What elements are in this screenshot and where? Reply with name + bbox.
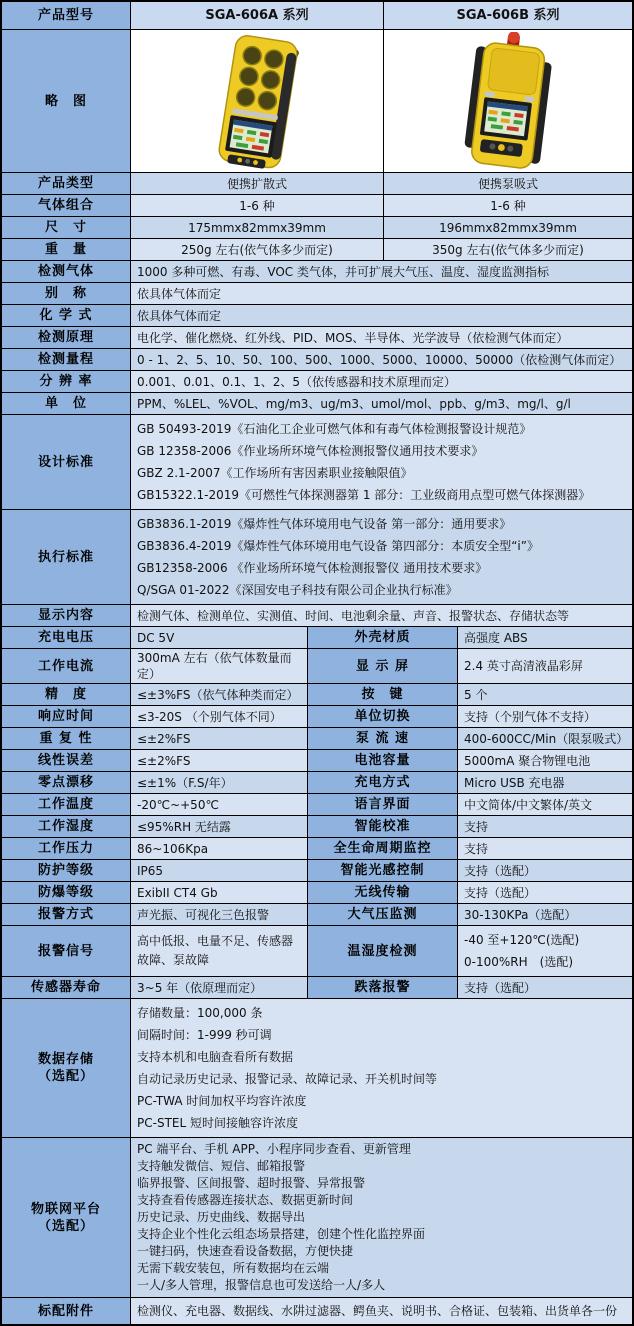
- iot-feature-line: 支持企业个性化云组态场景搭建，创建个性化监控界面: [137, 1227, 426, 1241]
- table-row: [2, 326, 632, 348]
- model-a-title: SGA-606A 系列: [130, 2, 383, 29]
- spec-value: 支持（选配）: [457, 977, 632, 998]
- standard-line: Q/SGA 01-2022《深国安电子科技有限公司企业执行标准》: [137, 583, 458, 597]
- spec-value: ≤±3%FS（依气体种类而定）: [130, 684, 307, 705]
- standard-line: GB15322.1-2019《可燃性气体探测器第 1 部分：工业级商用点型可燃气体探测器》: [137, 488, 591, 502]
- spec-label-line: （选配）: [37, 1218, 94, 1234]
- spec-label: 重 复 性: [2, 728, 130, 749]
- spec-value-a: 1-6 种: [130, 195, 383, 216]
- table-row: [2, 727, 632, 749]
- spec-value: 电化学、催化燃烧、红外线、PID、MOS、半导体、光学波导（依检测气体而定）: [130, 327, 632, 348]
- spec-value: 400-600CC/Min（限泵吸式）: [457, 728, 632, 749]
- table-row-design-standards: [2, 414, 632, 509]
- spec-label: 产品类型: [2, 173, 130, 194]
- table-row: [2, 903, 632, 925]
- table-row: [2, 815, 632, 837]
- datastore-list: [130, 999, 632, 1137]
- sketch-label: 略 图: [2, 30, 130, 172]
- spec-value-line: -40 至+120℃(选配): [464, 933, 580, 947]
- spec-value: 30-130KPa（选配）: [457, 904, 632, 925]
- spec-label: [2, 1138, 130, 1297]
- spec-value: Micro USB 充电器: [457, 772, 632, 793]
- spec-label: 线性误差: [2, 750, 130, 771]
- spec-value: ≤95%RH 无结露: [130, 816, 307, 837]
- spec-label: 工作温度: [2, 794, 130, 815]
- spec-label: 大气压监测: [307, 904, 457, 925]
- table-row: [2, 216, 632, 238]
- spec-value: 支持: [457, 816, 632, 837]
- spec-label: 充电电压: [2, 627, 130, 648]
- spec-label: 防爆等级: [2, 882, 130, 903]
- spec-label: 外壳材质: [307, 627, 457, 648]
- table-row: [2, 604, 632, 626]
- spec-value: -20℃~+50℃: [130, 794, 307, 815]
- table-row: [2, 705, 632, 727]
- datastore-line: 存储数量：100,000 条: [137, 1006, 263, 1020]
- spec-value: ≤±1%（F.S/年）: [130, 772, 307, 793]
- spec-label: 气体组合: [2, 195, 130, 216]
- spec-label: 单位切换: [307, 706, 457, 727]
- iot-feature-line: PC 端平台、手机 APP、小程序同步查看、更新管理: [137, 1142, 411, 1156]
- spec-label: 别 称: [2, 283, 130, 304]
- device-a-image: [130, 30, 383, 172]
- table-row: [2, 683, 632, 705]
- spec-label: 响应时间: [2, 706, 130, 727]
- iot-feature-line: 无需下载安装包，所有数据均在云端: [137, 1261, 330, 1275]
- table-row: [2, 793, 632, 815]
- spec-label: 工作湿度: [2, 816, 130, 837]
- standard-line: GB3836.1-2019《爆炸性气体环境用电气设备 第一部分：通用要求》: [137, 517, 512, 531]
- spec-label: 显示内容: [2, 605, 130, 626]
- table-row: [2, 348, 632, 370]
- spec-label: 充电方式: [307, 772, 457, 793]
- table-row-iot-platform: [2, 1137, 632, 1297]
- table-row: [2, 282, 632, 304]
- iot-feature-line: 临界报警、区间报警、超时报警、异常报警: [137, 1176, 366, 1190]
- spec-label: 分 辨 率: [2, 371, 130, 392]
- spec-value: PPM、%LEL、%VOL、mg/m3、ug/m3、umol/mol、ppb、g/m3、mg/l、g/l: [130, 393, 632, 414]
- spec-label: 设计标准: [2, 415, 130, 509]
- table-row: [2, 648, 632, 683]
- model-b-title: SGA-606B 系列: [383, 2, 632, 29]
- iot-feature-line: 一人/多人管理，报警信息也可发送给一人/多人: [137, 1278, 386, 1292]
- datastore-line: 间隔时间：1-999 秒可调: [137, 1028, 272, 1042]
- spec-label: 检测量程: [2, 349, 130, 370]
- spec-value-b: 便携泵吸式: [383, 173, 632, 194]
- datastore-line: 自动记录历史记录、报警记录、故障记录、开关机时间等: [137, 1072, 438, 1086]
- spec-value: ≤3-20S （个别气体不同）: [130, 706, 307, 727]
- spec-label: 传感器寿命: [2, 977, 130, 998]
- spec-label: 精 度: [2, 684, 130, 705]
- spec-value-a: 250g 左右(依气体多少而定): [130, 239, 383, 260]
- spec-value: 检测仪、充电器、数据线、水阱过滤器、鳄鱼夹、说明书、合格证、包装箱、出货单各一份: [130, 1298, 632, 1324]
- spec-value: 依具体气体而定: [130, 283, 632, 304]
- standard-line: GB 50493-2019《石油化工企业可燃气体和有毒气体检测报警设计规范》: [137, 422, 532, 436]
- table-row: [2, 881, 632, 903]
- table-row-sketch: [2, 29, 632, 172]
- spec-label: 泵 流 速: [307, 728, 457, 749]
- spec-value-a: 175mmx82mmx39mm: [130, 217, 383, 238]
- standard-line: GBZ 2.1-2007《工作场所有害因素职业接触限值》: [137, 466, 413, 480]
- table-row: [2, 859, 632, 881]
- exec-standards-list: [130, 510, 632, 604]
- spec-value: 1000 多种可燃、有毒、VOC 类气体，并可扩展大气压、温度、湿度监测指标: [130, 261, 632, 282]
- spec-value: 声光振、可视化三色报警: [130, 904, 307, 925]
- spec-label: 语言界面: [307, 794, 457, 815]
- spec-label: 检测气体: [2, 261, 130, 282]
- spec-label: 检测原理: [2, 327, 130, 348]
- standard-line: GB12358-2006 《作业场所环境气体检测报警仪 通用技术要求》: [137, 561, 488, 575]
- spec-value: 支持（个别气体不支持）: [457, 706, 632, 727]
- spec-value: 5000mA 聚合物锂电池: [457, 750, 632, 771]
- device-b-image: [383, 30, 632, 172]
- spec-label-line: （选配）: [37, 1069, 94, 1084]
- spec-label: 标配附件: [2, 1298, 130, 1324]
- spec-label: 显 示 屏: [307, 649, 457, 683]
- table-row: [2, 304, 632, 326]
- table-row-header: [2, 2, 632, 29]
- spec-value-a: 便携扩散式: [130, 173, 383, 194]
- iot-feature-line: 一键扫码，快速查看设备数据，方便快捷: [137, 1244, 354, 1258]
- spec-value: 依具体气体而定: [130, 305, 632, 326]
- spec-label: 按 键: [307, 684, 457, 705]
- spec-label: 工作压力: [2, 838, 130, 859]
- spec-label: 智能光感控制: [307, 860, 457, 881]
- table-row: [2, 194, 632, 216]
- spec-value-b: 196mmx82mmx39mm: [383, 217, 632, 238]
- table-row: [2, 771, 632, 793]
- spec-value: 86~106Kpa: [130, 838, 307, 859]
- spec-label-line: 数据存储: [37, 1052, 94, 1067]
- spec-label: [2, 999, 130, 1137]
- spec-value: 5 个: [457, 684, 632, 705]
- spec-value: 支持（选配）: [457, 860, 632, 881]
- table-row: [2, 392, 632, 414]
- iot-feature-list: [130, 1138, 632, 1297]
- spec-value: ExibII CT4 Gb: [130, 882, 307, 903]
- spec-value: IP65: [130, 860, 307, 881]
- table-row: [2, 976, 632, 998]
- spec-label: 全生命周期监控: [307, 838, 457, 859]
- spec-label: 报警信号: [2, 926, 130, 976]
- spec-value: ≤±2%FS: [130, 728, 307, 749]
- spec-label: 报警方式: [2, 904, 130, 925]
- spec-value: 高强度 ABS: [457, 627, 632, 648]
- datastore-line: PC-TWA 时间加权平均容许浓度: [137, 1094, 307, 1108]
- spec-value: 支持: [457, 838, 632, 859]
- spec-value: 0.001、0.01、0.1、1、2、5（依传感器和技术原理而定）: [130, 371, 632, 392]
- spec-label: 尺 寸: [2, 217, 130, 238]
- table-row: [2, 172, 632, 194]
- spec-value: ≤±2%FS: [130, 750, 307, 771]
- spec-label: 智能校准: [307, 816, 457, 837]
- spec-label: 跌落报警: [307, 977, 457, 998]
- table-row: [2, 260, 632, 282]
- spec-value: 支持（选配）: [457, 882, 632, 903]
- spec-label: 零点漂移: [2, 772, 130, 793]
- spec-label: 重 量: [2, 239, 130, 260]
- iot-feature-line: 支持触发微信、短信、邮箱报警: [137, 1159, 306, 1173]
- table-row: [2, 837, 632, 859]
- spec-label: 化 学 式: [2, 305, 130, 326]
- spec-label: 单 位: [2, 393, 130, 414]
- standard-line: GB3836.4-2019《爆炸性气体环境用电气设备 第四部分：本质安全型“i”》: [137, 539, 539, 553]
- spec-value: 2.4 英寸高清液晶彩屏: [457, 649, 632, 683]
- spec-label-line: 物联网平台: [30, 1201, 101, 1217]
- spec-label: 执行标准: [2, 510, 130, 604]
- spec-label: 无线传输: [307, 882, 457, 903]
- table-row-accessories: [2, 1297, 632, 1324]
- table-row: [2, 749, 632, 771]
- spec-value-b: 350g 左右(依气体多少而定): [383, 239, 632, 260]
- table-row-alarm-signal: [2, 925, 632, 976]
- datastore-line: 支持本机和电脑查看所有数据: [137, 1050, 294, 1064]
- table-row-datastore: [2, 998, 632, 1137]
- iot-feature-line: 历史记录、历史曲线、数据导出: [137, 1210, 306, 1224]
- table-row-exec-standards: [2, 509, 632, 604]
- iot-feature-line: 支持查看传感器连接状态、数据更新时间: [137, 1193, 354, 1207]
- table-row: [2, 626, 632, 648]
- spec-value-b: 1-6 种: [383, 195, 632, 216]
- table-row: [2, 238, 632, 260]
- spec-label: 工作电流: [2, 649, 130, 683]
- standard-line: GB 12358-2006《作业场所环境气体检测报警仪通用技术要求》: [137, 444, 484, 458]
- spec-value: 3~5 年（依原理而定）: [130, 977, 307, 998]
- spec-value: DC 5V: [130, 627, 307, 648]
- spec-value: 中文简体/中文繁体/英文: [457, 794, 632, 815]
- spec-value-line: 0-100%RH (选配): [464, 955, 573, 969]
- spec-value-multiline: [457, 926, 632, 976]
- design-standards-list: [130, 415, 632, 509]
- spec-value: 0 - 1、2、5、10、50、100、500、1000、5000、10000、50000（依检测气体而定）: [130, 349, 632, 370]
- spec-value: 检测气体、检测单位、实测值、时间、电池剩余量、声音、报警状态、存储状态等: [130, 605, 632, 626]
- datastore-line: PC-STEL 短时间接触容许浓度: [137, 1116, 298, 1130]
- table-row: [2, 370, 632, 392]
- spec-value: 300mA 左右（依气体数量而定）: [130, 649, 307, 683]
- spec-value: 高中低报、电量不足、传感器故障、泵故障: [130, 926, 307, 976]
- spec-label: 温湿度检测: [307, 926, 457, 976]
- header-label: 产品型号: [2, 2, 130, 29]
- spec-label: 防护等级: [2, 860, 130, 881]
- spec-label: 电池容量: [307, 750, 457, 771]
